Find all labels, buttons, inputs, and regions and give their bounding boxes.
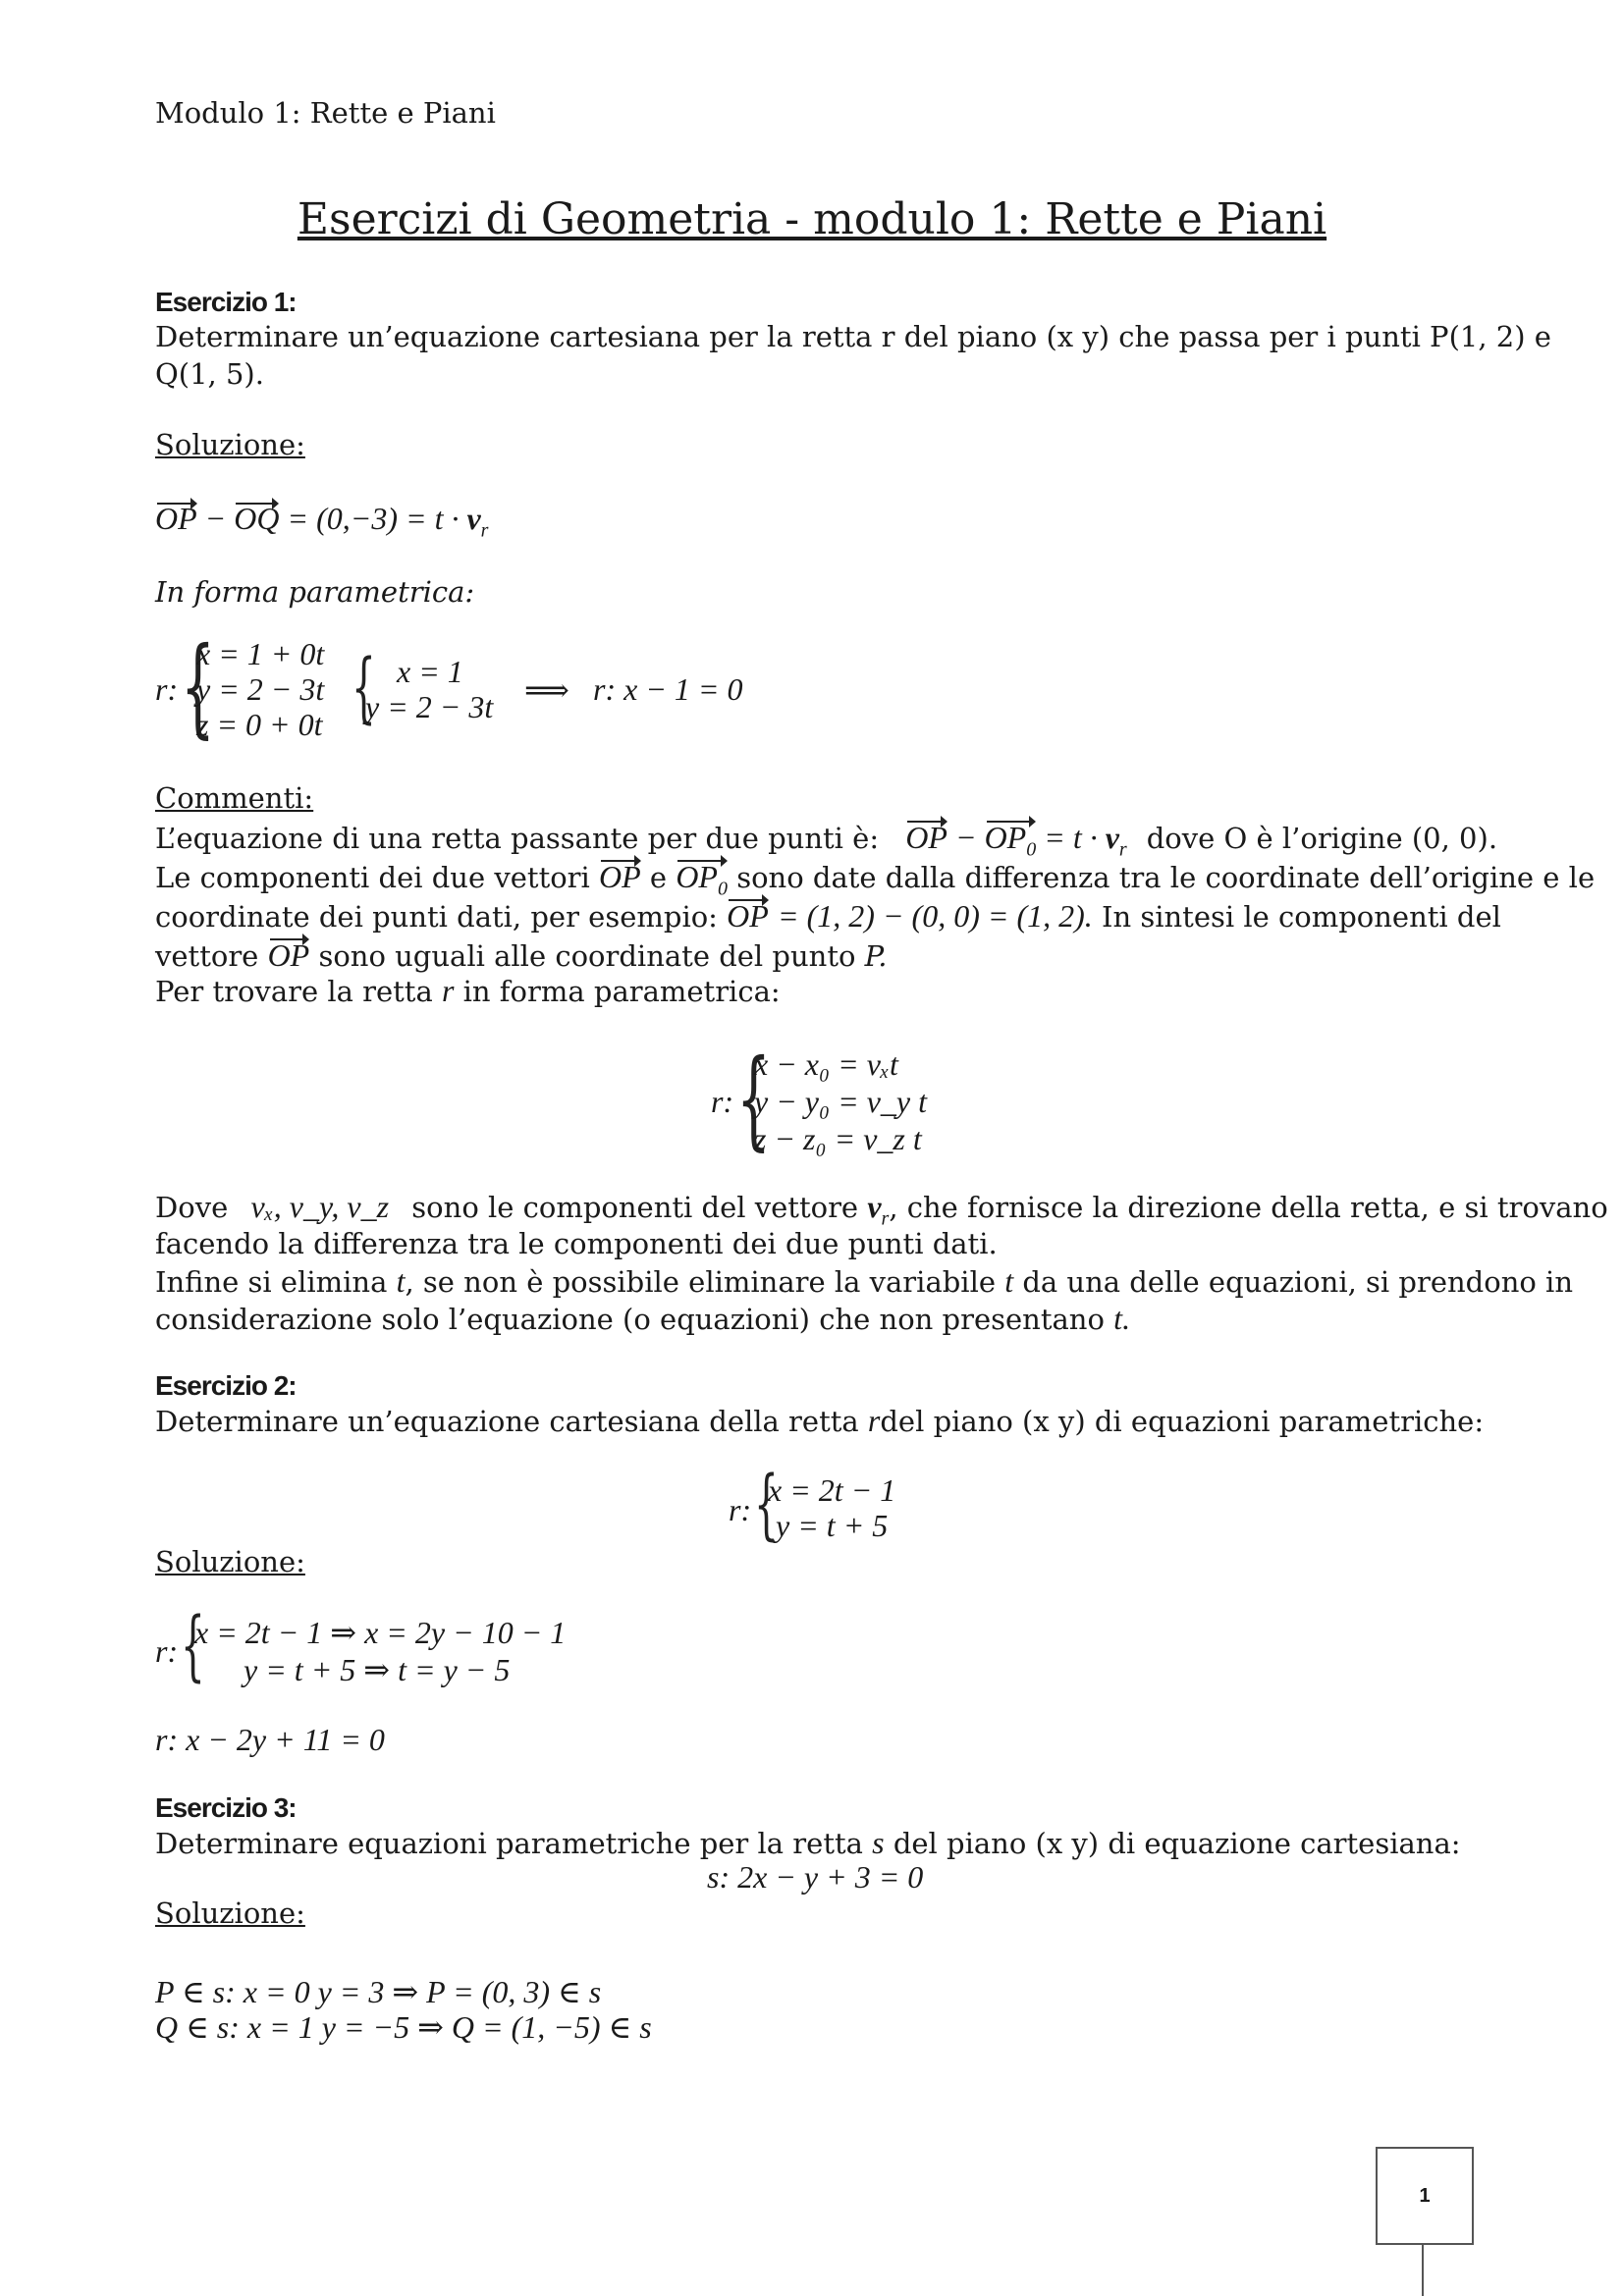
ex3-heading: Esercizio 3: [155, 1792, 297, 1823]
comment-line5 [155, 972, 781, 1010]
page-title: Esercizi di Geometria - modulo 1: Rette e Piani [297, 194, 1327, 244]
ex1-param-label: In forma parametrica: [155, 575, 475, 609]
vr-symbol: v [867, 1189, 882, 1224]
op0-subscript: 0 [1026, 838, 1037, 861]
ex2-solution-label: Soluzione: [155, 1545, 305, 1578]
comments-label: Commenti: [155, 781, 314, 815]
ex1-heading: Esercizio 1: [155, 287, 297, 317]
dove-a: Dove [155, 1191, 229, 1224]
comment-line5-r: r [441, 973, 455, 1008]
ex1-sys2-line2: y = 2 − 3t [365, 689, 494, 724]
ex2-sol-brace: { [181, 1602, 205, 1690]
ex2-heading: Esercizio 2: [155, 1370, 297, 1401]
ex1-sys1-line2: y = 2 − 3t [196, 671, 325, 707]
dove3-b: , se non è possibile eliminare la variabile [405, 1265, 997, 1299]
ex2-sol-line2: y = t + 5 ⇒ t = y − 5 [244, 1652, 511, 1687]
op0-text: OP [676, 859, 718, 894]
comment-line1-a: L’equazione di una retta passante per due punti è: [155, 822, 880, 855]
gen-sys-line3: z − z₀ = v_z t [754, 1121, 922, 1156]
comment-line3 [155, 897, 1501, 935]
ex1-sys-label: r: [155, 671, 179, 707]
comment-line4 [155, 936, 888, 975]
dove3-a: Infine si elimina [155, 1265, 388, 1299]
ex3-p-line: P ∈ s: x = 0 y = 3 ⇒ P = (0, 3) ∈ s [155, 1974, 602, 2009]
comment-line4-b: sono uguali alle coordinate del punto [318, 939, 856, 973]
ex3-solution-label: Soluzione: [155, 1896, 305, 1930]
ex3-statement [155, 1824, 1461, 1862]
dove4-a: considerazione solo l’equazione (o equazioni) che non presentano [155, 1303, 1105, 1336]
gen-sys-label: r: [711, 1084, 734, 1119]
minus-sign: − [204, 501, 227, 536]
page-number: 1 [1376, 2147, 1474, 2245]
dove-line3 [155, 1262, 1573, 1301]
ex2-sys-line2: y = t + 5 [776, 1508, 889, 1543]
op0-subscript: 0 [717, 878, 728, 900]
vec-op: OP [905, 820, 947, 855]
ex3-q-line: Q ∈ s: x = 1 y = −5 ⇒ Q = (1, −5) ∈ s [155, 2009, 652, 2045]
gen-sys-line1: x − x₀ = vₓt [754, 1046, 898, 1082]
ex3-stmt-a: Determinare equazioni parametriche per la retta [155, 1827, 863, 1860]
ex1-result: r: x − 1 = 0 [593, 671, 743, 707]
vec-op: OP [267, 937, 310, 973]
dove3-t2: t [1004, 1263, 1014, 1299]
comment-line3-b: In sintesi le componenti del [1101, 900, 1501, 934]
comment-line3-a: coordinate dei punti dati, per esempio: [155, 900, 718, 934]
minus-sign: − [954, 820, 977, 855]
vector-eq-rest: = (0,−3) = t · [287, 501, 467, 536]
gen-sys-line2: y − y₀ = v_y t [754, 1084, 928, 1119]
dove-vars: vₓ, v_y, v_z [250, 1189, 390, 1224]
page-number-stem [1422, 2243, 1424, 2296]
ex3-equation: s: 2x − y + 3 = 0 [707, 1859, 924, 1895]
ex2-sys-brace: { [754, 1461, 779, 1549]
ex2-stmt-r: r [867, 1403, 881, 1438]
comment-line5-b: in forma parametrica: [462, 975, 781, 1008]
comment-line4-p: P. [864, 939, 888, 973]
ex1-statement-line1: Determinare un’equazione cartesiana per la retta r del piano (x y) che passa per i punti P(1, 2) e [155, 320, 1551, 353]
comment-line1-b: dove O è l’origine (0, 0). [1146, 822, 1498, 855]
vr-subscript: r [881, 1207, 890, 1230]
comment-line2-b: sono date dalla differenza tra le coordinate dell’origine e le [736, 861, 1596, 894]
op0-text: OP [984, 820, 1027, 855]
ex1-sys1-line1: x = 1 + 0t [196, 636, 325, 671]
ex1-solution-label: Soluzione: [155, 428, 305, 461]
ex2-sys-label: r: [729, 1492, 752, 1527]
ex2-sol-label: r: [155, 1633, 179, 1669]
comment-line5-a: Per trovare la retta [155, 975, 433, 1008]
vec-op: OP [155, 501, 197, 536]
ex2-result: r: x − 2y + 11 = 0 [155, 1722, 385, 1757]
page-header: Modulo 1: Rette e Piani [155, 96, 496, 130]
eq-t: = t · [1044, 820, 1106, 855]
comment-line2-e: e [649, 861, 668, 894]
ex1-sys2-line1: x = 1 [397, 654, 463, 689]
ex2-statement [155, 1402, 1484, 1440]
dove3-c: da una delle equazioni, si prendono in [1022, 1265, 1574, 1299]
ex2-sys-line1: x = 2t − 1 [768, 1472, 896, 1508]
ex1-statement-line2: Q(1, 5). [155, 357, 264, 391]
vr-subscript: r [1118, 838, 1127, 861]
ex1-vector-equation [155, 501, 488, 542]
vec-op: OP [599, 859, 641, 894]
ex1-sys1-line3: z = 0 + 0t [196, 707, 323, 742]
ex1-sys1-brace: { [181, 623, 215, 749]
dove-line4 [155, 1300, 1130, 1338]
ex2-stmt-b: del piano (x y) di equazioni parametriche: [880, 1405, 1485, 1438]
vr-symbol: v [466, 501, 481, 536]
comment-line2-a: Le componenti dei due vettori [155, 861, 590, 894]
dove3-t: t [396, 1263, 406, 1299]
dove-b: sono le componenti del vettore [411, 1191, 859, 1224]
vec-op: OP [727, 898, 769, 934]
dove-line2: facendo la differenza tra le componenti dei due punti dati. [155, 1227, 998, 1260]
ex3-stmt-s: s [872, 1825, 885, 1860]
vr-subscript: r [480, 519, 489, 542]
gen-sys-brace: { [736, 1036, 771, 1161]
comment-line4-a: vettore [155, 939, 259, 973]
comment-line1-eq [905, 820, 1134, 861]
comment-line3-eq: = (1, 2) − (0, 0) = (1, 2). [778, 898, 1093, 934]
dove4-t: t. [1113, 1301, 1131, 1336]
ex2-stmt-a: Determinare un’equazione cartesiana della retta [155, 1405, 859, 1438]
ex2-sol-line1: x = 2t − 1 ⇒ x = 2y − 10 − 1 [194, 1615, 567, 1650]
ex1-sys2-brace: { [352, 644, 376, 732]
ex3-stmt-b: del piano (x y) di equazione cartesiana: [893, 1827, 1461, 1860]
implies-arrow: ⟹ [524, 672, 569, 708]
vec-oq: OQ [234, 501, 280, 536]
vr-symbol: v [1105, 820, 1119, 855]
dove-c: , che fornisce la direzione della retta, e si trovano [889, 1191, 1608, 1224]
